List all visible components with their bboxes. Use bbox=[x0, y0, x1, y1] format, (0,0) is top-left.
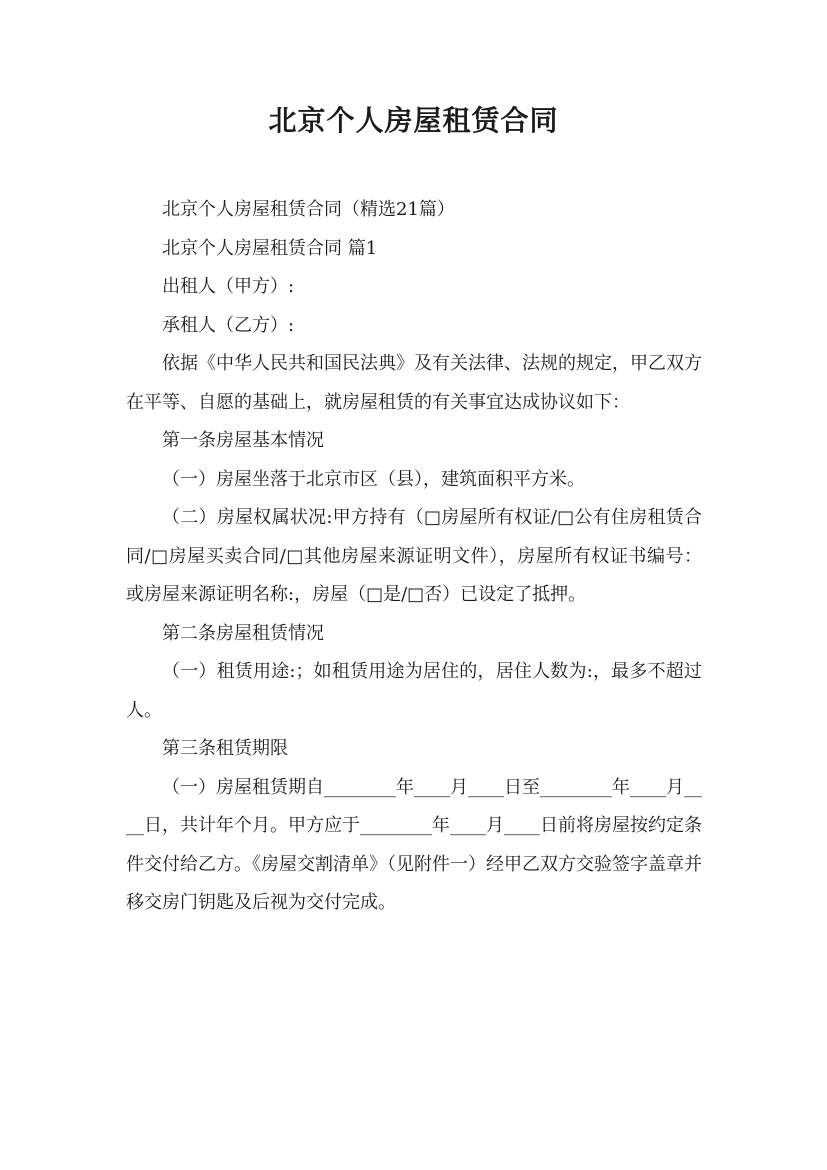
paragraph-article-3-heading: 第三条租赁期限 bbox=[162, 738, 288, 759]
paragraph-preamble: 依据《中华人民共和国民法典》及有关法律、法规的规定，甲乙双方在平等、自愿的基础上，就房屋租赁的有关事宜达成协议如下： bbox=[126, 353, 702, 413]
paragraph-article-1-item-2: （二）房屋权属状况:甲方持有（□房屋所有权证/□公有住房租赁合同/□房屋买卖合同/□其他房屋来源证明文件），房屋所有权证书编号：或房屋来源证明名称:，房屋（□是/□否）已设定了抵押。 bbox=[126, 507, 702, 605]
paragraph-lessee: 承租人（乙方）: bbox=[162, 314, 295, 336]
paragraph-section-title: 北京个人房屋租赁合同 篇1 bbox=[162, 237, 378, 259]
paragraph-article-1-item-1: （一）房屋坐落于北京市区（县），建筑面积平方米。 bbox=[162, 468, 585, 490]
paragraph-article-3-item-1: （一）房屋租赁期自________年____月____日至________年____月____日，共计年个月。甲方应于________年____月____日前将房屋按约定条件交付给乙方。《房屋交割清单》（见附件一）经甲乙双方交验签字盖章并移交房门钥匙及后视为交付完成。 bbox=[126, 776, 702, 913]
paragraph-article-1-heading: 第一条房屋基本情况 bbox=[162, 430, 324, 451]
paragraph-lessor: 出租人（甲方）: bbox=[162, 276, 295, 297]
document-body bbox=[126, 191, 702, 923]
paragraph-collection-title: 北京个人房屋租赁合同（精选21篇） bbox=[162, 199, 455, 220]
document-title: 北京个人房屋租赁合同 bbox=[268, 104, 559, 137]
paragraph-article-2-heading: 第二条房屋租赁情况 bbox=[162, 622, 324, 644]
paragraph-article-2-item-1: （一）租赁用途:；如租赁用途为居住的，居住人数为:，最多不超过人。 bbox=[126, 661, 702, 721]
